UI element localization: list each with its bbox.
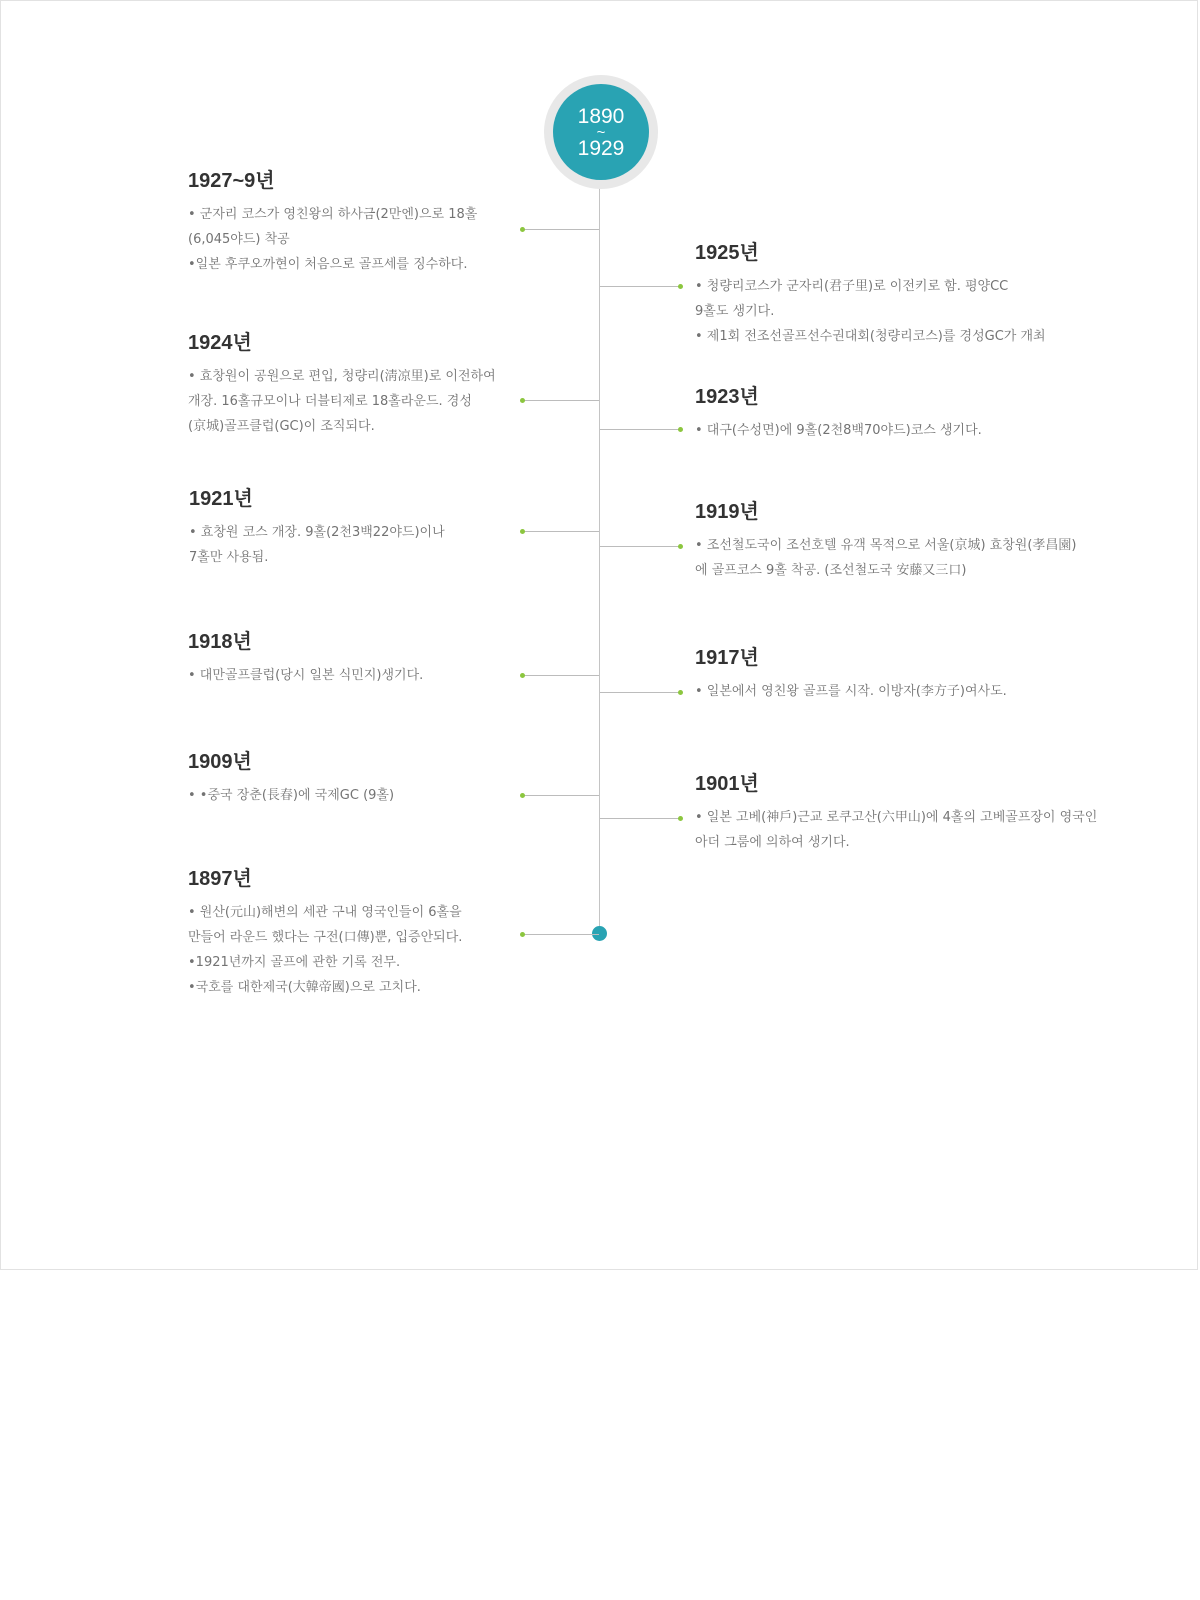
event-detail-list (695, 418, 982, 443)
connector-dot (520, 398, 525, 403)
event-detail-line: •일본 후쿠오까현이 처음으로 골프세를 징수하다. (188, 257, 468, 272)
connector-dot (678, 816, 683, 821)
era-badge-inner (553, 84, 649, 180)
event-year: 1921년 (189, 488, 253, 510)
event-1917 (695, 646, 1007, 704)
event-detail-line: 만들어 라운드 했다는 구전(口傳)뿐, 입증안되다. (188, 930, 463, 945)
event-1924 (188, 331, 496, 439)
event-detail-line: • 일본 고베(神戶)근교 로쿠고산(六甲山)에 4홀의 고베골프장이 영국인 (695, 810, 1098, 825)
connector-right-1919 (600, 546, 682, 547)
event-detail-line: (京城)골프클럽(GC)이 조직되다. (188, 419, 375, 434)
connector-dot (520, 227, 525, 232)
event-detail-line: (6,045야드) 착공 (188, 232, 290, 247)
connector-dot (678, 690, 683, 695)
era-end-year: 1929 (577, 137, 625, 160)
connector-left-1897 (521, 934, 599, 935)
event-year: 1919년 (695, 501, 759, 523)
event-year: 1924년 (188, 332, 252, 354)
connector-dot (678, 427, 683, 432)
connector-dot (520, 529, 525, 534)
connector-dot (678, 284, 683, 289)
event-1925 (695, 241, 1046, 349)
event-1919 (695, 500, 1076, 583)
connector-left-1918 (521, 675, 599, 676)
event-detail-list (188, 663, 423, 688)
event-1923 (695, 385, 982, 443)
event-detail-list (188, 364, 496, 439)
event-detail-line: • •중국 장춘(長春)에 국제GC (9홀) (188, 788, 395, 803)
event-detail-line: 개장. 16홀규모이나 더블티제로 18홀라운드. 경성 (188, 394, 472, 409)
event-detail-line: • 조선철도국이 조선호텔 유객 목적으로 서울(京城) 효창원(孝昌園) (695, 538, 1077, 553)
event-1897 (188, 867, 462, 1000)
event-detail-list (188, 900, 462, 1000)
event-1901 (695, 772, 1097, 855)
event-1927 (188, 169, 477, 277)
event-year: 1925년 (695, 242, 759, 264)
event-detail-line: 아더 그룸에 의하여 생기다. (695, 835, 850, 850)
event-year: 1917년 (695, 647, 759, 669)
event-detail-line: 에 골프코스 9홀 착공. (조선철도국 安藤又三口) (695, 563, 967, 578)
connector-left-1921 (521, 531, 599, 532)
event-detail-list (695, 533, 1076, 583)
event-detail-list (188, 202, 477, 277)
event-detail-line: 7홀만 사용됨. (189, 550, 269, 565)
event-detail-line: • 일본에서 영친왕 골프를 시작. 이방자(李方子)여사도. (695, 684, 1007, 699)
event-1921 (189, 487, 445, 570)
event-detail-line: • 대구(수성면)에 9홀(2천8백70야드)코스 생기다. (695, 423, 982, 438)
event-detail-list (695, 274, 1046, 349)
era-badge (544, 75, 658, 189)
connector-right-1901 (600, 818, 682, 819)
event-detail-list (189, 520, 445, 570)
event-detail-line: • 효창원이 공원으로 편입, 청량리(淸凉里)로 이전하여 (188, 369, 496, 384)
event-detail-line: • 군자리 코스가 영친왕의 하사금(2만엔)으로 18홀 (188, 207, 478, 222)
event-1909 (188, 750, 394, 808)
connector-left-1924 (521, 400, 599, 401)
connector-left-1927 (521, 229, 599, 230)
event-detail-line: • 청량리코스가 군자리(君子里)로 이전키로 함. 평양CC (695, 279, 1009, 294)
event-year: 1927~9년 (188, 170, 275, 192)
connector-dot (520, 932, 525, 937)
event-detail-line: • 대만골프클럽(당시 일본 식민지)생기다. (188, 668, 424, 683)
event-1918 (188, 630, 423, 688)
connector-dot (520, 673, 525, 678)
event-detail-line: •1921년까지 골프에 관한 기록 전무. (188, 955, 401, 970)
event-detail-list (188, 783, 394, 808)
era-start-year: 1890 (577, 105, 625, 128)
event-year: 1901년 (695, 773, 759, 795)
event-detail-line: • 제1회 전조선골프선수권대회(청량리코스)를 경성GC가 개최 (695, 329, 1046, 344)
connector-dot (520, 793, 525, 798)
connector-right-1923 (600, 429, 682, 430)
connector-left-1909 (521, 795, 599, 796)
event-year: 1909년 (188, 751, 252, 773)
event-detail-line: 9홀도 생기다. (695, 304, 775, 319)
timeline-axis (599, 181, 600, 933)
event-detail-list (695, 805, 1097, 855)
event-detail-line: • 효창원 코스 개장. 9홀(2천3백22야드)이나 (189, 525, 445, 540)
event-detail-line: • 원산(元山)해변의 세관 구내 영국인들이 6홀을 (188, 905, 462, 920)
event-year: 1923년 (695, 386, 759, 408)
connector-dot (678, 544, 683, 549)
event-year: 1918년 (188, 631, 252, 653)
era-tilde: ~ (596, 124, 606, 141)
event-detail-line: •국호를 대한제국(大韓帝國)으로 고치다. (188, 980, 421, 995)
event-detail-list (695, 679, 1007, 704)
connector-right-1925 (600, 286, 682, 287)
event-year: 1897년 (188, 868, 252, 890)
connector-right-1917 (600, 692, 682, 693)
